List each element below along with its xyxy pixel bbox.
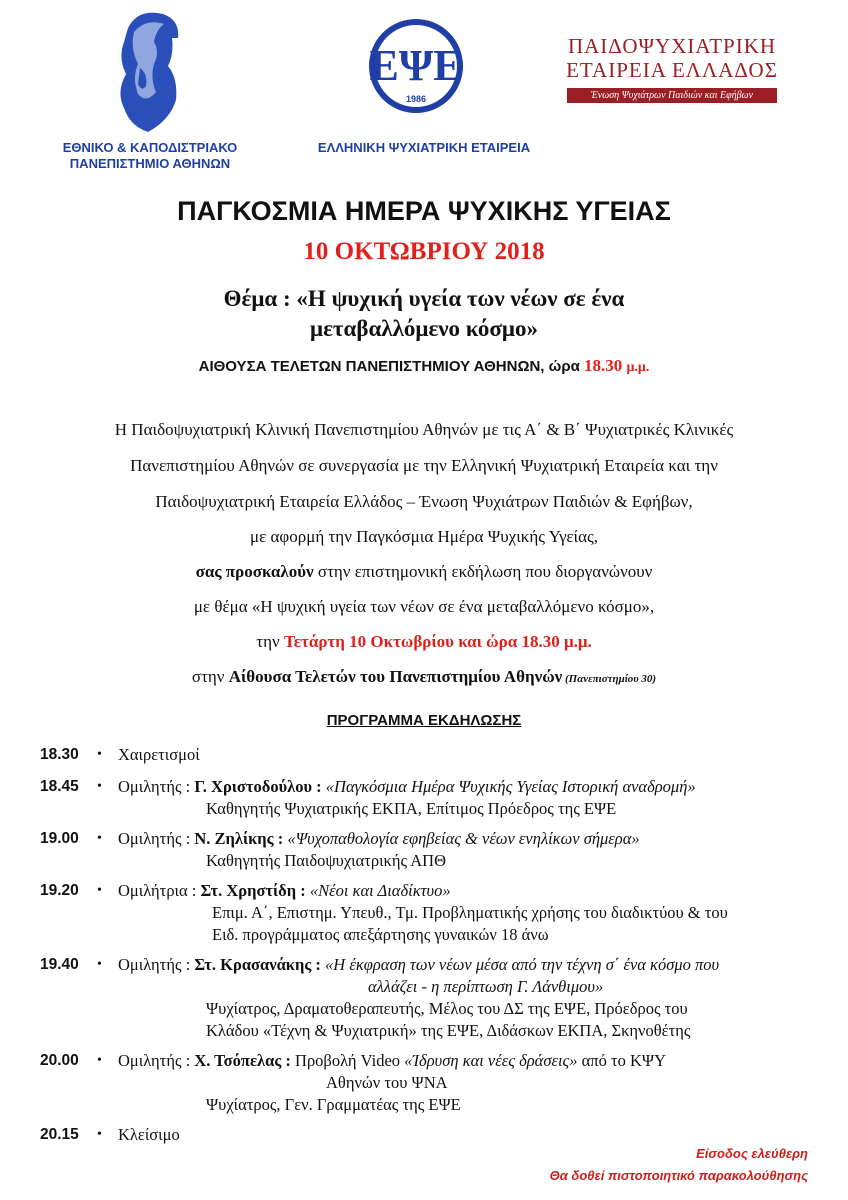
speaker-role: Ομιλητής : [118, 777, 195, 796]
theme [0, 284, 848, 344]
talk-title-cont: αλλάζει - η περίπτωση Γ. Λάνθιμου» [368, 977, 604, 996]
invitation-line1: Η Παιδοψυχιατρική Κλινική Πανεπιστημίου Αθηνών με τις Α΄ & Β΄ Ψυχιατρικές Κλινικές [114, 420, 734, 439]
bullet-icon: • [97, 779, 102, 794]
talk-title: «Η έκφραση των νέων μέσα από την τέχνη σ΄ ένα κόσμο που [320, 955, 720, 974]
speaker-desc: Κλάδου «Τέχνη & Ψυχιατρική» της ΕΨΕ, Διδάσκων ΕΚΠΑ, Σκηνοθέτης [206, 1021, 691, 1040]
page-title: ΠΑΓΚΟΣΜΙΑ ΗΜΕΡΑ ΨΥΧΙΚΗΣ ΥΓΕΙΑΣ [177, 196, 671, 226]
invitation-line8 [30, 667, 818, 689]
program-time: 19.00 [40, 830, 79, 847]
eps-logo [368, 18, 464, 114]
invitation-invite-bold: σας προσκαλούν [195, 562, 314, 581]
free-entry-note: Είσοδος ελεύθερη [696, 1146, 808, 1161]
program-text: Κλείσιμο [118, 1125, 180, 1144]
program-text: Χαιρετισμοί [118, 745, 200, 764]
program-time: 18.30 [40, 746, 79, 763]
invitation-venue-bold: Αίθουσα Τελετών του Πανεπιστημίου Αθηνών [228, 667, 563, 686]
program-item-2000 [0, 1050, 848, 1120]
eps-caption: ΕΛΛΗΝΙΚΗ ΨΥΧΙΑΤΡΙΚΗ ΕΤΑΙΡΕΙΑ [317, 140, 531, 155]
invitation-line2: Πανεπιστημίου Αθηνών σε συνεργασία με την Ελληνική Ψυχιατρική Εταιρεία και την [130, 456, 718, 475]
theme-line2: μεταβαλλόμενο κόσμο» [310, 316, 538, 341]
speaker-desc: Ψυχίατρος, Δραματοθεραπευτής, Μέλος του ΔΣ της ΕΨΕ, Πρόεδρος του [206, 999, 688, 1018]
program-item-1830 [0, 744, 848, 768]
speaker-desc: Καθηγητής Ψυχιατρικής ΕΚΠΑ, Επίτιμος Πρόεδρος της ΕΨΕ [206, 799, 617, 818]
theme-line1: Θέμα : «Η ψυχική υγεία των νέων σε ένα [223, 286, 625, 311]
speaker-desc: Επιμ. Α΄, Επιστημ. Υπευθ., Τμ. Προβληματικής χρήσης του διαδικτύου & του [212, 903, 728, 922]
invitation-line3: Παιδοψυχιατρική Εταιρεία Ελλάδος – Ένωση Ψυχιάτρων Παιδιών & Εφήβων, [155, 492, 693, 511]
bullet-icon: • [97, 957, 102, 972]
child-psy-banner: Ένωση Ψυχιάτρων Παιδιών και Εφήβων [567, 88, 777, 103]
venue-line [0, 356, 848, 376]
talk-tail: από το ΚΨΥ [577, 1051, 667, 1070]
eps-emblem-year: 1986 [405, 94, 427, 104]
speaker-desc: Καθηγητής Παιδοψυχιατρικής ΑΠΘ [206, 851, 446, 870]
invitation-line5-rest: στην επιστημονική εκδήλωση που διοργανώνουν [313, 562, 653, 581]
program-item-1940 [0, 954, 848, 1046]
bullet-icon: • [97, 1127, 102, 1142]
program-item-2015 [0, 1124, 848, 1148]
child-psy-line2: ΕΤΑΙΡΕΙΑ ΕΛΛΑΔΟΣ [566, 58, 778, 82]
speaker-desc: Ψυχίατρος, Γεν. Γραμματέας της ΕΨΕ [206, 1095, 461, 1114]
venue-time: 18.30 [583, 356, 627, 375]
invitation-line8-prefix: στην [191, 667, 229, 686]
program-time: 19.20 [40, 882, 79, 899]
speaker-desc: Ειδ. προγράμματος απεξάρτησης γυναικών 18 άνω [212, 925, 549, 944]
invitation-line6: με θέμα «Η ψυχική υγεία των νέων σε ένα μεταβαλλόμενο κόσμο», [193, 597, 655, 616]
program-time: 18.45 [40, 778, 79, 795]
bullet-icon: • [97, 1053, 102, 1068]
invitation-line7-prefix: την [256, 632, 284, 651]
speaker-name: Στ. Κρασανάκης : [194, 955, 321, 974]
svg-text:ΕΨΕ: ΕΨΕ [369, 41, 463, 90]
bullet-icon: • [97, 747, 102, 762]
program-item-1900 [0, 828, 848, 876]
invitation-line7 [30, 632, 818, 652]
bullet-icon: • [97, 831, 102, 846]
program-item-1845 [0, 776, 848, 824]
talk-title: «Παγκόσμια Ημέρα Ψυχικής Υγείας Ιστορική αναδρομή» [321, 777, 696, 796]
invitation-datetime: Τετάρτη 10 Οκτωβρίου και ώρα 18.30 μ.μ. [283, 632, 592, 651]
child-psy-logo [558, 34, 786, 103]
program-item-1920 [0, 880, 848, 950]
speaker-name: Στ. Χρηστίδη : [200, 881, 306, 900]
talk-title: «Ίδρυση και νέες δράσεις» [404, 1051, 578, 1070]
speaker-role: Ομιλητής : [118, 829, 195, 848]
program-time: 20.00 [40, 1052, 79, 1069]
speaker-name: Γ. Χριστοδούλου : [194, 777, 322, 796]
program-title: ΠΡΟΓΡΑΜΜΑ ΕΚΔΗΛΩΣΗΣ [326, 712, 522, 729]
child-psy-line1: ΠΑΙΔΟΨΥΧΙΑΤΡΙΚΗ [567, 34, 777, 58]
talk-title-cont: Αθηνών του ΨΝΑ [326, 1073, 448, 1092]
certificate-note: Θα δοθεί πιστοποιητικό παρακολούθησης [549, 1168, 808, 1183]
invitation-address: (Πανεπιστημίου 30) [562, 673, 657, 685]
uoa-logo [108, 8, 192, 136]
speaker-role: Ομιλητής : [118, 955, 195, 974]
talk-plain: Προβολή Video [290, 1051, 405, 1070]
event-date: 10 ΟΚΤΩΒΡΙΟΥ 2018 [303, 238, 545, 265]
bullet-icon: • [97, 883, 102, 898]
program-time: 19.40 [40, 956, 79, 973]
program-time: 20.15 [40, 1126, 79, 1143]
psi-emblem-icon [368, 18, 464, 114]
invitation-line5 [30, 562, 818, 582]
uoa-caption-line2: ΠΑΝΕΠΙΣΤΗΜΙΟ ΑΘΗΝΩΝ [69, 156, 231, 171]
speaker-role: Ομιλητής : [118, 1051, 195, 1070]
invitation-line4: με αφορμή την Παγκόσμια Ημέρα Ψυχικής Υγείας, [250, 527, 598, 546]
speaker-name: Ν. Ζηλίκης : [194, 829, 284, 848]
speaker-role: Ομιλήτρια : [118, 881, 201, 900]
athena-head-icon [108, 8, 192, 136]
talk-title: «Νέοι και Διαδίκτυο» [305, 881, 451, 900]
speaker-name: Χ. Τσόπελας : [194, 1051, 291, 1070]
venue-time-suffix: μ.μ. [626, 360, 650, 375]
uoa-caption-line1: ΕΘΝΙΚΟ & ΚΑΠΟΔΙΣΤΡΙΑΚΟ [62, 140, 238, 155]
talk-title: «Ψυχοπαθολογία εφηβείας & νέων ενηλίκων σήμερα» [283, 829, 640, 848]
venue-text: ΑΙΘΟΥΣΑ ΤΕΛΕΤΩΝ ΠΑΝΕΠΙΣΤΗΜΙΟΥ ΑΘΗΝΩΝ, ώρα [198, 358, 584, 375]
